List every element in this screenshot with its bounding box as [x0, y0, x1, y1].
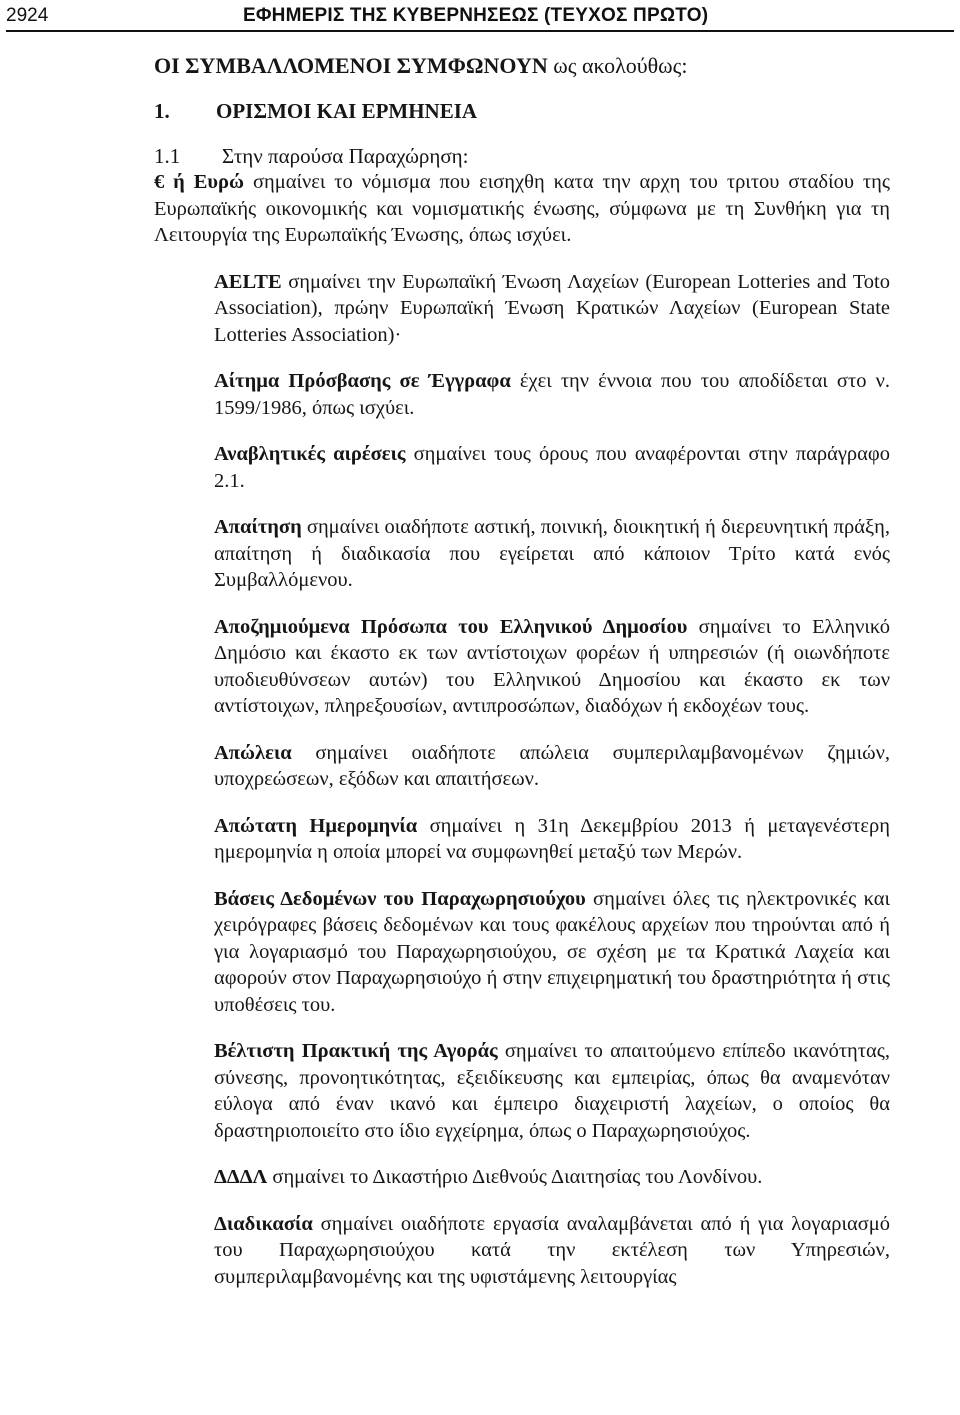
- subsection-number: 1.1: [154, 144, 181, 168]
- subsection-heading: [154, 144, 890, 169]
- section-number: 1.: [154, 99, 170, 123]
- definition-term: Διαδικασία: [214, 1212, 313, 1235]
- definition-term: Απώλεια: [214, 741, 292, 764]
- definition-euro: [154, 169, 890, 249]
- scanned-document: [150, 52, 890, 1290]
- definition-indemnified-persons: [214, 614, 890, 720]
- definition-conditions-precedent: [214, 441, 890, 494]
- definition-claim: [214, 514, 890, 594]
- definition-term: AELTE: [214, 270, 282, 293]
- gazette-title: ΕΦΗΜΕΡΙΣ ΤΗΣ ΚΥΒΕΡΝΗΣΕΩΣ (ΤΕΥΧΟΣ ΠΡΩΤΟ): [243, 5, 709, 26]
- intro-bold: ΟΙ ΣΥΜΒΑΛΛΟΜΕΝΟΙ ΣΥΜΦΩΝΟΥΝ: [154, 53, 548, 78]
- definition-term: ΔΔΔΛ: [214, 1166, 268, 1188]
- definition-term: Απαίτηση: [214, 516, 302, 538]
- page-number: 2924: [6, 5, 49, 26]
- definition-text: σημαίνει η 31η Δεκεμβρίου 2013 ή μεταγενέστερη ημερομηνία η οποία μπορεί να συμφωνηθεί μεταξύ των Μερών.: [214, 814, 890, 863]
- definition-term: € ή Ευρώ: [154, 171, 245, 193]
- definition-text: σημαίνει οιαδήποτε εργασία αναλαμβάνεται από ή για λογαριασμό του Παραχωρησιούχου κατά την εκτέλεση των Υπηρεσιών, συμπεριλαμβανομένης και της υφιστάμενης λειτουργίας: [214, 1212, 890, 1288]
- definition-process: [214, 1211, 890, 1291]
- definition-text: σημαίνει το νόμισμα που εισηχθη κατα την αρχη του τριτου σταδίου της Ευρωπαϊκής οικονομικής και νομισματικής ένωσης, σύμφωνα με τη Συνθήκη για τη Λειτουργία της Ευρωπαϊκής Ένωσης, όπως ισχύει.: [154, 171, 890, 246]
- definition-access-request: [214, 368, 890, 421]
- definition-text: σημαίνει οιαδήποτε αστική, ποινική, διοικητική ή διερευνητική πράξη, απαίτηση ή διαδικασία που εγείρεται από κάποιον Τρίτο κατά ενός Συμβαλλόμενου.: [214, 516, 890, 591]
- definition-text: σημαίνει την Ευρωπαϊκή Ένωση Λαχείων (European Lotteries and Toto Association), πρώην Ευρωπαϊκή Ένωση Κρατικών Λαχείων (European State Lotteries Association)·: [214, 270, 890, 346]
- definition-term: Αποζημιούμενα Πρόσωπα του Ελληνικού Δημοσίου: [214, 615, 688, 638]
- definition-text: έχει την έννοια που του αποδίδεται στο ν. 1599/1986, όπως ισχύει.: [214, 370, 890, 419]
- intro-rest: ως ακολούθως:: [547, 53, 688, 78]
- definition-text: σημαίνει όλες τις ηλεκτρονικές και χειρόγραφες βάσεις δεδομένων και τους φακέλους αρχείων που τηρούνται από ή για λογαριασμό του Παραχωρησιούχου, σε σχέση με τα Κρατικά Λαχεία και αφορούν στον Παραχωρησιούχο ή στην επιχειρηματική του δραστηριότητα ή στις υποθέσεις του.: [214, 887, 890, 1016]
- definition-aelte: [214, 269, 890, 349]
- definition-text: σημαίνει το απαιτούμενο επίπεδο ικανότητας, σύνεσης, προνοητικότητας, εξειδίκευσης και εμπειρίας, όπως θα αναμενόταν εύλογα από έναν ικανό και έμπειρο διαχειριστή λαχείων, ο οποίος θα δραστηριοποιείτο στο ίδιο εγχείρημα, όπως ο Παραχωρησιούχος.: [214, 1040, 890, 1142]
- section-title: ΟΡΙΣΜΟΙ ΚΑΙ ΕΡΜΗΝΕΙΑ: [216, 99, 478, 123]
- definition-term: Αναβλητικές αιρέσεις: [214, 443, 406, 465]
- definition-lcia: [214, 1164, 890, 1191]
- subsection-text: Στην παρούσα Παραχώρηση:: [222, 144, 469, 168]
- definition-text: σημαίνει οιαδήποτε απώλεια συμπεριλαμβανομένων ζημιών, υποχρεώσεων, εξόδων και απαιτήσεων.: [214, 741, 890, 790]
- intro-line: [154, 52, 890, 80]
- definition-term: Απώτατη Ημερομηνία: [214, 814, 418, 837]
- definition-databases: [214, 886, 890, 1019]
- definition-term: Βέλτιστη Πρακτική της Αγοράς: [214, 1040, 498, 1062]
- page-header: [6, 0, 954, 32]
- definition-text: σημαίνει το Ελληνικό Δημόσιο και έκαστο εκ των αντίστοιχων φορέων ή υπηρεσιών (ή οιωνδήποτε υποδιευθύνσεων αυτών) του Ελληνικού Δημοσίου και έκαστο εκ των αντίστοιχων, πληρεξουσίων, αντιπροσώπων, διαδόχων ή εκδοχέων τους.: [214, 615, 890, 717]
- definition-term: Βάσεις Δεδομένων του Παραχωρησιούχου: [214, 887, 586, 910]
- section-heading: [154, 98, 890, 124]
- definition-text: σημαίνει το Δικαστήριο Διεθνούς Διαιτησίας του Λονδίνου.: [267, 1166, 763, 1188]
- definition-longstop-date: [214, 813, 890, 866]
- definition-term: Αίτημα Πρόσβασης σε Έγγραφα: [214, 370, 511, 392]
- definition-best-practice: [214, 1038, 890, 1144]
- definition-loss: [214, 740, 890, 793]
- definition-text: σημαίνει τους όρους που αναφέρονται στην παράγραφο 2.1.: [214, 443, 890, 492]
